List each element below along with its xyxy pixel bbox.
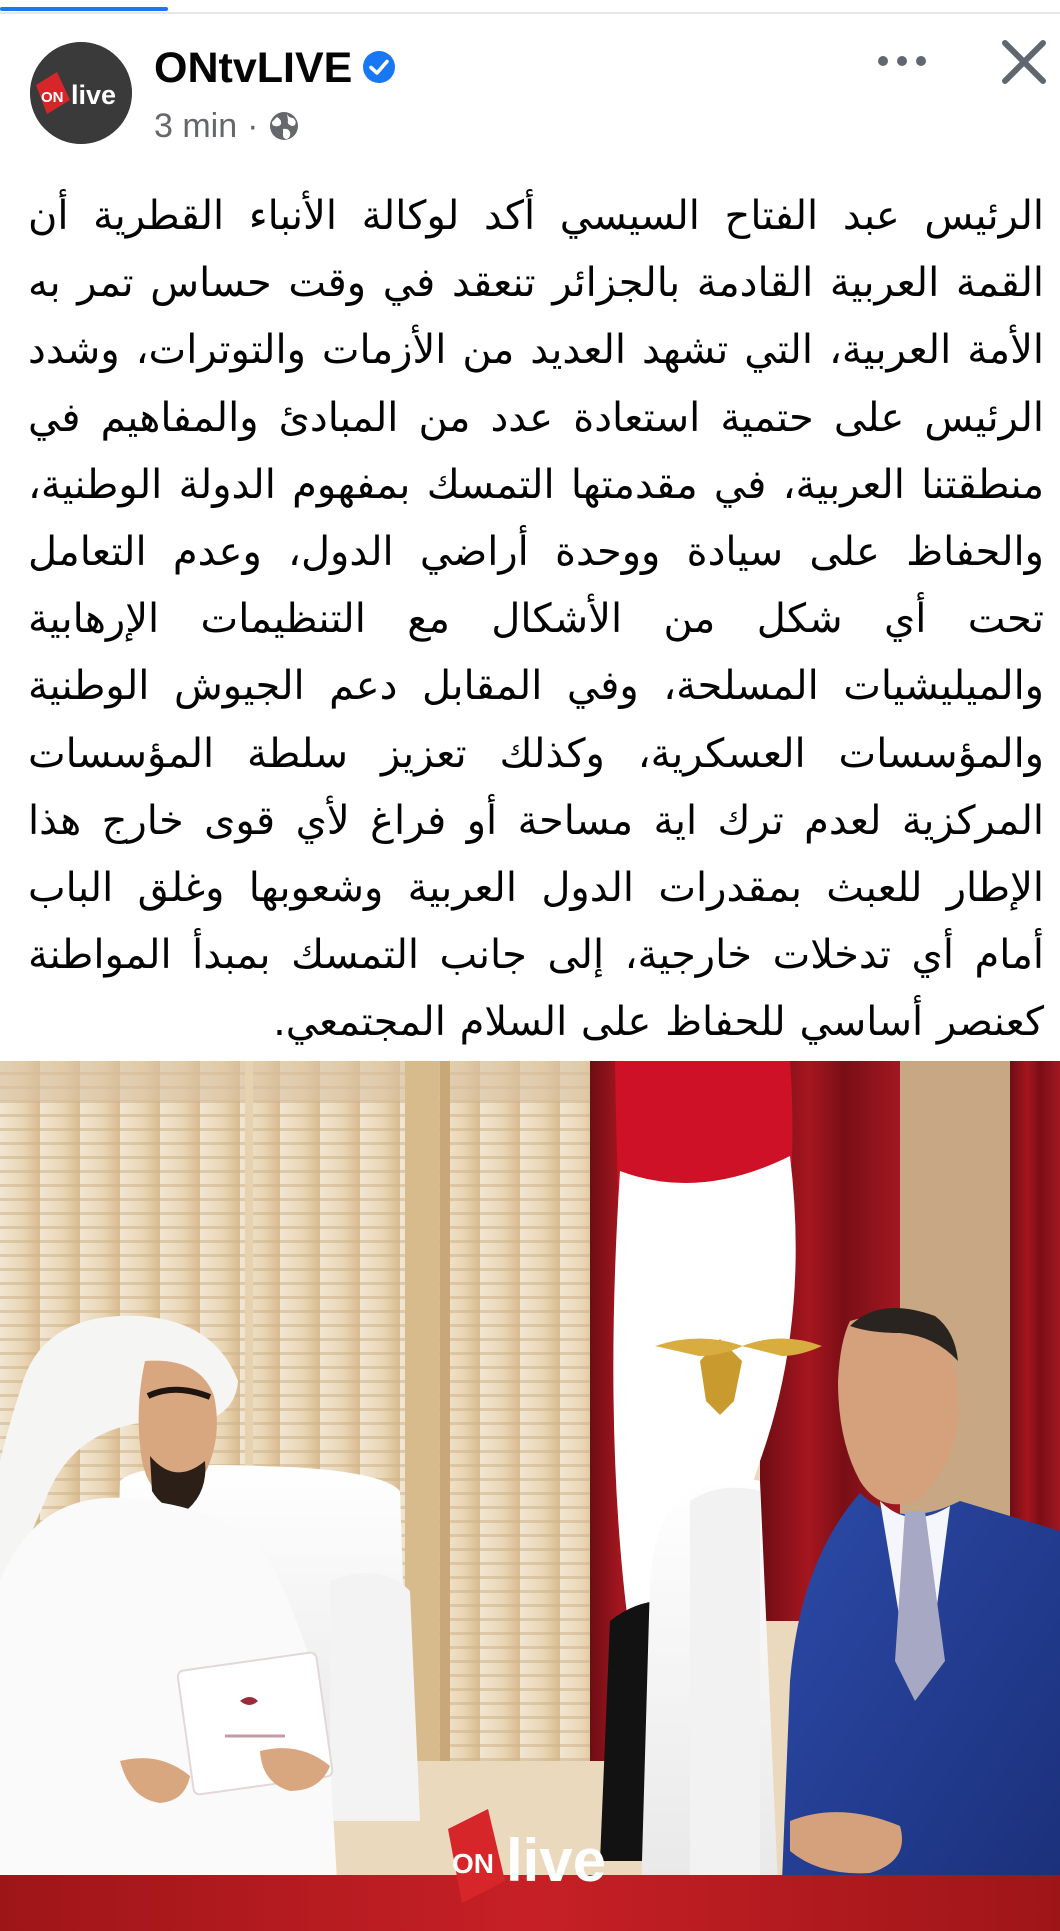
page-name[interactable]: ONtvLIVE: [154, 44, 353, 92]
avatar-logo-on: ON: [41, 89, 64, 106]
photo-watermark-on: ON: [452, 1848, 494, 1879]
meta-separator: ·: [247, 106, 259, 145]
loading-progress-bar: [0, 7, 168, 11]
post-photo[interactable]: [0, 1061, 1060, 1931]
post-text: الرئيس عبد الفتاح السيسي أكد لوكالة الأنباء القطرية أن القمة العربية القادمة بالجزائر تنعقد في وقت حساس تمر به الأمة العربية، التي تشهد العديد من الأزمات والتوترات، وشدد الرئيس على حتمية استعادة عدد من المبادئ والمفاهيم في منطقتنا العربية، في مقدمتها التمسك بمفهوم الدولة الوطنية، والحفاظ على سيادة ووحدة أراضي الدول، وعدم التعامل تحت أي شكل من الأشكال مع التنظيمات الإرهابية والميليشيات المسلحة، وفي المقابل دعم الجيوش الوطنية والمؤسسات العسكرية، وكذلك تعزيز سلطة المؤسسات المركزية لعدم ترك اية مساحة أو فراغ لأي قوى خارج هذا الإطار للعبث بمقدرات الدول العربية وشعوبها وغلق الباب أمام أي تدخلات خارجية، إلى جانب التمسك بمبدأ المواطنة كعنصر أساسي للحفاظ على السلام المجتمعي.: [28, 193, 1044, 1046]
more-options-icon[interactable]: [874, 40, 930, 80]
avatar-logo-live: live: [71, 80, 117, 110]
ontv-live-logo-icon: [30, 42, 132, 144]
post-meta: [154, 104, 300, 148]
close-icon[interactable]: [998, 36, 1050, 88]
loading-track: [0, 0, 1060, 14]
photo-watermark-live: live: [506, 1827, 607, 1894]
verified-badge-icon: [362, 50, 396, 84]
globe-icon[interactable]: [268, 110, 300, 142]
page-avatar[interactable]: [30, 42, 132, 144]
post-timestamp[interactable]: 3 min: [154, 106, 238, 145]
